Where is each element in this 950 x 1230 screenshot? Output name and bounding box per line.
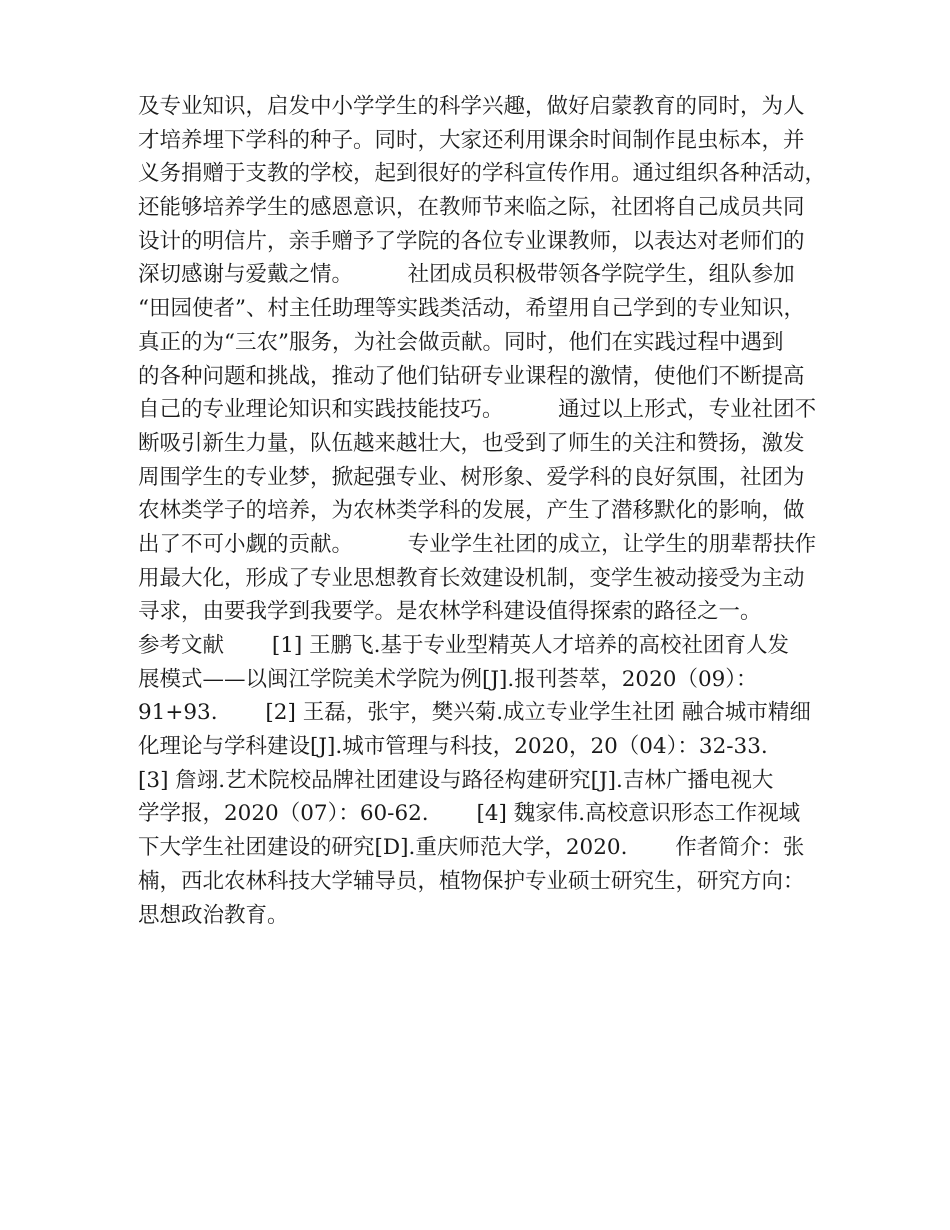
text-line: 农林类学子的培养，为农林类学科的发展，产生了潜移默化的影响，做 [138,498,805,524]
text-line: 断吸引新生力量，队伍越来越壮大，也受到了师生的关注和赞扬，激发 [138,430,805,456]
text-line: 用最大化，形成了专业思想教育长效建设机制，变学生被动接受为主动 [138,565,805,591]
text-line: 设计的明信片，亲手赠予了学院的各位专业课教师，以表达对老师们的 [138,228,805,254]
text-line: 寻求，由要我学到我要学。是农林学科建设值得探索的路径之一。 [138,599,762,625]
text-line: “田园使者”、村主任助理等实践类活动，希望用自己学到的专业知识， [138,296,805,322]
text-line: 还能够培养学生的感恩意识，在教师节来临之际，社团将自己成员共同 [138,195,805,221]
author-bio-line: 楠，西北农林科技大学辅导员，植物保护专业硕士研究生，研究方向： [138,868,805,894]
author-bio-line: 思想政治教育。 [138,902,289,928]
text-line: 深切感谢与爱戴之情。 社团成员积极带领各学院学生，组队参加 [138,262,795,288]
references-line: 下大学生社团建设的研究[D].重庆师范大学，2020. 作者简介：张 [138,835,805,861]
references-line: 展模式——以闽江学院美术学院为例[J].报刊荟萃，2020（09）： [138,666,758,692]
references-line: 化理论与学科建设[J].城市管理与科技，2020，20（04）：32-33. [138,734,768,760]
text-line: 才培养埋下学科的种子。同时，大家还利用课余时间制作昆虫标本，并 [138,127,805,153]
references-line: 91+93. [2] 王磊，张宇，樊兴菊.成立专业学生社团 融合城市精细 [138,700,811,726]
text-line: 的各种问题和挑战，推动了他们钻研专业课程的激情，使他们不断提高 [138,363,805,389]
references-line: 参考文献 [1] 王鹏飞.基于专业型精英人才培养的高校社团育人发 [138,633,789,658]
text-line: 义务捐赠于支教的学校，起到很好的学科宣传作用。通过组织各种活动， [138,161,827,187]
text-line: 及专业知识，启发中小学学生的科学兴趣，做好启蒙教育的同时，为人 [138,94,805,119]
references-line: [3] 詹翊.艺术院校品牌社团建设与路径构建研究[J].吉林广播电视大 [138,767,774,793]
text-line: 出了不可小觑的贡献。 专业学生社团的成立，让学生的朋辈帮扶作 [138,531,817,557]
text-line: 自己的专业理论知识和实践技能技巧。 通过以上形式，专业社团不 [138,397,817,423]
text-line: 周围学生的专业梦，掀起强专业、树形象、爱学科的良好氛围，社团为 [138,464,805,490]
body-text [138,90,828,932]
references-line: 学学报，2020（07）：60-62. [4] 魏家伟.高校意识形态工作视域 [138,801,801,827]
text-line: 真正的为“三农”服务，为社会做贡献。同时，他们在实践过程中遇到 [138,329,784,355]
